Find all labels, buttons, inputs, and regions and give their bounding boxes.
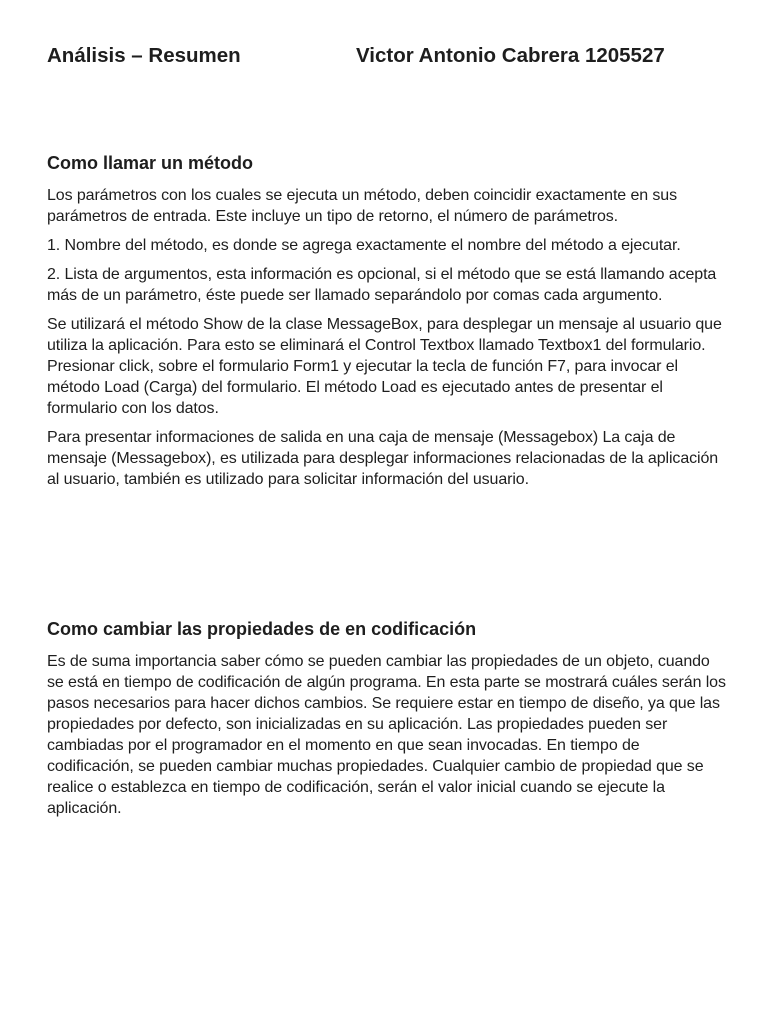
section-changing-properties bbox=[47, 617, 727, 827]
paragraph: Para presentar informaciones de salida en una caja de mensaje (Messagebox) La caja de mensaje (Messagebox), es utilizada para desplegar informaciones relacionadas de la aplicación al usuario, también es utilizado para solicitar información del usuario. bbox=[47, 429, 719, 488]
section-heading: Como cambiar las propiedades de en codificación bbox=[47, 619, 477, 639]
paragraph: Se utilizará el método Show de la clase MessageBox, para desplegar un mensaje al usuario que utiliza la aplicación. Para esto se eliminará el Control Textbox llamado Textbox1 del formulario. Presionar click, sobre el formulario Form1 y ejecutar la tecla de función F7, para invocar el método Load (Carga) del formulario. El método Load es ejecutado antes de presentar el formulario con los datos. bbox=[47, 316, 722, 417]
section-calling-method bbox=[47, 151, 727, 498]
document-title: Análisis – Resumen bbox=[47, 44, 241, 67]
author-name: Victor Antonio Cabrera 1205527 bbox=[356, 44, 665, 67]
paragraph: 2. Lista de argumentos, esta información es opcional, si el método que se está llamando acepta más de un parámetro, éste puede ser llamado separándolo por comas cada argumento. bbox=[47, 266, 717, 304]
paragraph: Es de suma importancia saber cómo se pueden cambiar las propiedades de un objeto, cuando se está en tiempo de codificación de algún programa. En esta parte se mostrará cuáles serán los pasos necesarios para hacer dichos cambios. Se requiere estar en tiempo de diseño, ya que las propiedades por defecto, son inicializadas en su aplicación. Las propiedades pueden ser cambiadas por el programador en el momento en que sean invocadas. En tiempo de codificación, se pueden cambiar muchas propiedades. Cualquier cambio de propiedad que se realice o establezca en tiempo de codificación, serán el valor inicial cuando se ejecute la aplicación. bbox=[47, 653, 726, 817]
document-header bbox=[47, 44, 727, 74]
paragraph: 1. Nombre del método, es donde se agrega exactamente el nombre del método a ejecutar. bbox=[47, 237, 681, 254]
paragraph: Los parámetros con los cuales se ejecuta un método, deben coincidir exactamente en sus parámetros de entrada. Este incluye un tipo de retorno, el número de parámetros. bbox=[47, 187, 677, 225]
section-heading: Como llamar un método bbox=[47, 153, 254, 173]
